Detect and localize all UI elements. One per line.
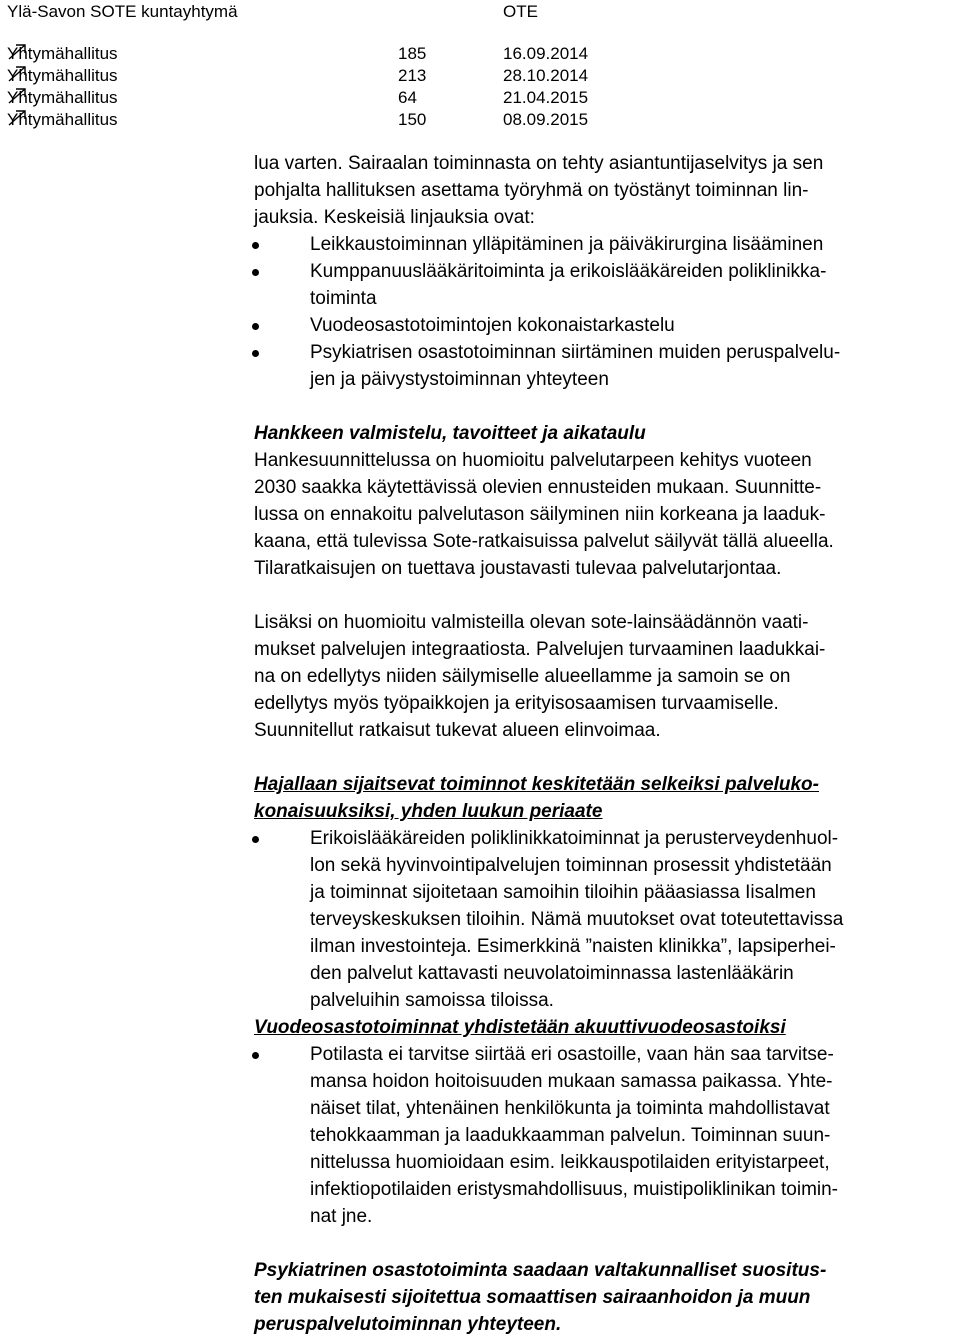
- section-heading: Hankkeen valmistelu, tavoitteet ja aikataulu: [254, 423, 646, 444]
- list-item: [254, 258, 944, 312]
- list-item: [254, 231, 944, 258]
- reference-body: Yhtymähallitus: [7, 110, 118, 129]
- text-line: edellytys myös työpaikkojen ja erityisosaamisen turvaamiselle.: [254, 693, 779, 714]
- text-line: terveyskeskuksen tiloihin. Nämä muutokset ovat toteutettavissa: [310, 909, 844, 930]
- text-line: mansa hoidon hoitoisuuden mukaan samassa paikassa. Yhte-: [310, 1071, 833, 1092]
- reference-date: 16.09.2014: [503, 44, 589, 63]
- text-line: ten mukaisesti sijoitettua somaattisen sairaanhoidon ja muun: [254, 1287, 811, 1308]
- text-line: mukset palvelujen integraatiosta. Palvelujen turvaaminen laadukkai-: [254, 639, 826, 660]
- list-item: [254, 339, 944, 393]
- text-line: peruspalvelutoiminnan yhteyteen.: [254, 1314, 562, 1335]
- reference-date: 21.04.2015: [503, 88, 589, 107]
- reference-date: 08.09.2015: [503, 110, 589, 129]
- list-item: [254, 1041, 944, 1230]
- section-heading: Vuodeosastotoiminnat yhdistetään akuuttivuodeosastoiksi: [254, 1017, 786, 1038]
- text-line: lon sekä hyvinvointipalvelujen toiminnan prosessit yhdistetään: [310, 855, 832, 876]
- body-paragraph: [254, 447, 944, 582]
- text-line: ilman investointeja. Esimerkkinä ”naisten klinikka”, lapsiperhei-: [310, 936, 836, 957]
- text-line: den palvelut kattavasti neuvolatoiminnassa lastenlääkärin: [310, 963, 794, 984]
- text-line: ja toiminnat sijoitetaan samoihin tiloihin pääasiassa Iisalmen: [310, 882, 816, 903]
- text-line: konaisuuksiksi, yhden luukun periaate: [254, 801, 603, 822]
- bullet-icon: [252, 350, 259, 357]
- text-line: Hajallaan sijaitsevat toiminnot keskitetään selkeiksi palveluko-: [254, 774, 819, 795]
- reference-row: [7, 87, 627, 109]
- section-heading: [254, 1257, 944, 1338]
- section-heading: [254, 771, 944, 825]
- document-body: [254, 150, 944, 1338]
- text-line: lussa on ennakoitu palvelutason säilyminen niin korkeana ja laaduk-: [254, 504, 826, 525]
- text-line: kaana, että tulevissa Sote-ratkaisuissa palvelut säilyvät tällä alueella.: [254, 531, 834, 552]
- reference-date: 28.10.2014: [503, 66, 589, 85]
- bullet-icon: [252, 323, 259, 330]
- text-line: jen ja päivystystoiminnan yhteyteen: [310, 369, 609, 390]
- reference-row: [7, 43, 627, 65]
- text-line: na on edellytys niiden säilymiselle alueellamme ja samoin se on: [254, 666, 791, 687]
- text-line: tehokkaamman ja laadukkaamman palvelun. Toiminnan suun-: [310, 1125, 831, 1146]
- document-type: OTE: [503, 2, 538, 21]
- reference-row: [7, 109, 627, 131]
- text-line: pohjalta hallituksen asettama työryhmä on työstänyt toiminnan lin-: [254, 180, 809, 201]
- reference-number: 150: [398, 110, 427, 129]
- bullet-list: [254, 825, 944, 1014]
- text-line: Suunnitellut ratkaisut tukevat alueen elinvoimaa.: [254, 720, 661, 741]
- reference-body: Yhtymähallitus: [7, 88, 118, 107]
- text-line: nat jne.: [310, 1206, 373, 1227]
- text-line: Erikoislääkäreiden poliklinikkatoiminnat ja perusterveydenhuol-: [310, 828, 839, 849]
- text-line: infektiopotilaiden eristysmahdollisuus, muistipoliklinikan toimin-: [310, 1179, 839, 1200]
- text-line: näiset tilat, yhtenäinen henkilökunta ja toiminta mahdollistavat: [310, 1098, 830, 1119]
- text-line: Potilasta ei tarvitse siirtää eri osastoille, vaan hän saa tarvitse-: [310, 1044, 834, 1065]
- bullet-list: [254, 231, 944, 393]
- reference-number: 185: [398, 44, 427, 63]
- text-line: lua varten. Sairaalan toiminnasta on tehty asiantuntijaselvitys ja sen: [254, 153, 824, 174]
- text-line: nittelussa huomioidaan esim. leikkauspotilaiden erityistarpeet,: [310, 1152, 830, 1173]
- bullet-icon: [252, 269, 259, 276]
- intro-paragraph: [254, 150, 944, 231]
- text-line: palveluihin samoissa tiloissa.: [310, 990, 554, 1011]
- list-item: [254, 825, 944, 1014]
- text-line: Vuodeosastotoimintojen kokonaistarkastelu: [310, 315, 675, 336]
- text-line: Kumppanuuslääkäritoiminta ja erikoislääkäreiden poliklinikka-: [310, 261, 827, 282]
- bullet-icon: [252, 836, 259, 843]
- text-line: Lisäksi on huomioitu valmisteilla olevan sote-lainsäädännön vaati-: [254, 612, 809, 633]
- body-paragraph: [254, 609, 944, 744]
- reference-number: 213: [398, 66, 427, 85]
- list-item: [254, 312, 944, 339]
- text-line: Leikkaustoiminnan ylläpitäminen ja päiväkirurgina lisääminen: [310, 234, 824, 255]
- bullet-icon: [252, 242, 259, 249]
- bullet-list: [254, 1041, 944, 1230]
- text-line: Psykiatrisen osastotoiminnan siirtäminen muiden peruspalvelu-: [310, 342, 841, 363]
- text-line: Hankesuunnittelussa on huomioitu palvelutarpeen kehitys vuoteen: [254, 450, 812, 471]
- reference-number: 64: [398, 88, 417, 107]
- text-line: jauksia. Keskeisiä linjauksia ovat:: [254, 207, 535, 228]
- bullet-icon: [252, 1052, 259, 1059]
- reference-row: [7, 65, 627, 87]
- text-line: 2030 saakka käytettävissä olevien ennusteiden mukaan. Suunnitte-: [254, 477, 822, 498]
- organization-name: Ylä-Savon SOTE kuntayhtymä: [7, 2, 238, 21]
- reference-body: Yhtymähallitus: [7, 44, 118, 63]
- text-line: Tilaratkaisujen on tuettava joustavasti tulevaa palvelutarjontaa.: [254, 558, 782, 579]
- text-line: toiminta: [310, 288, 377, 309]
- text-line: Psykiatrinen osastotoiminta saadaan valtakunnalliset suositus-: [254, 1260, 827, 1281]
- reference-body: Yhtymähallitus: [7, 66, 118, 85]
